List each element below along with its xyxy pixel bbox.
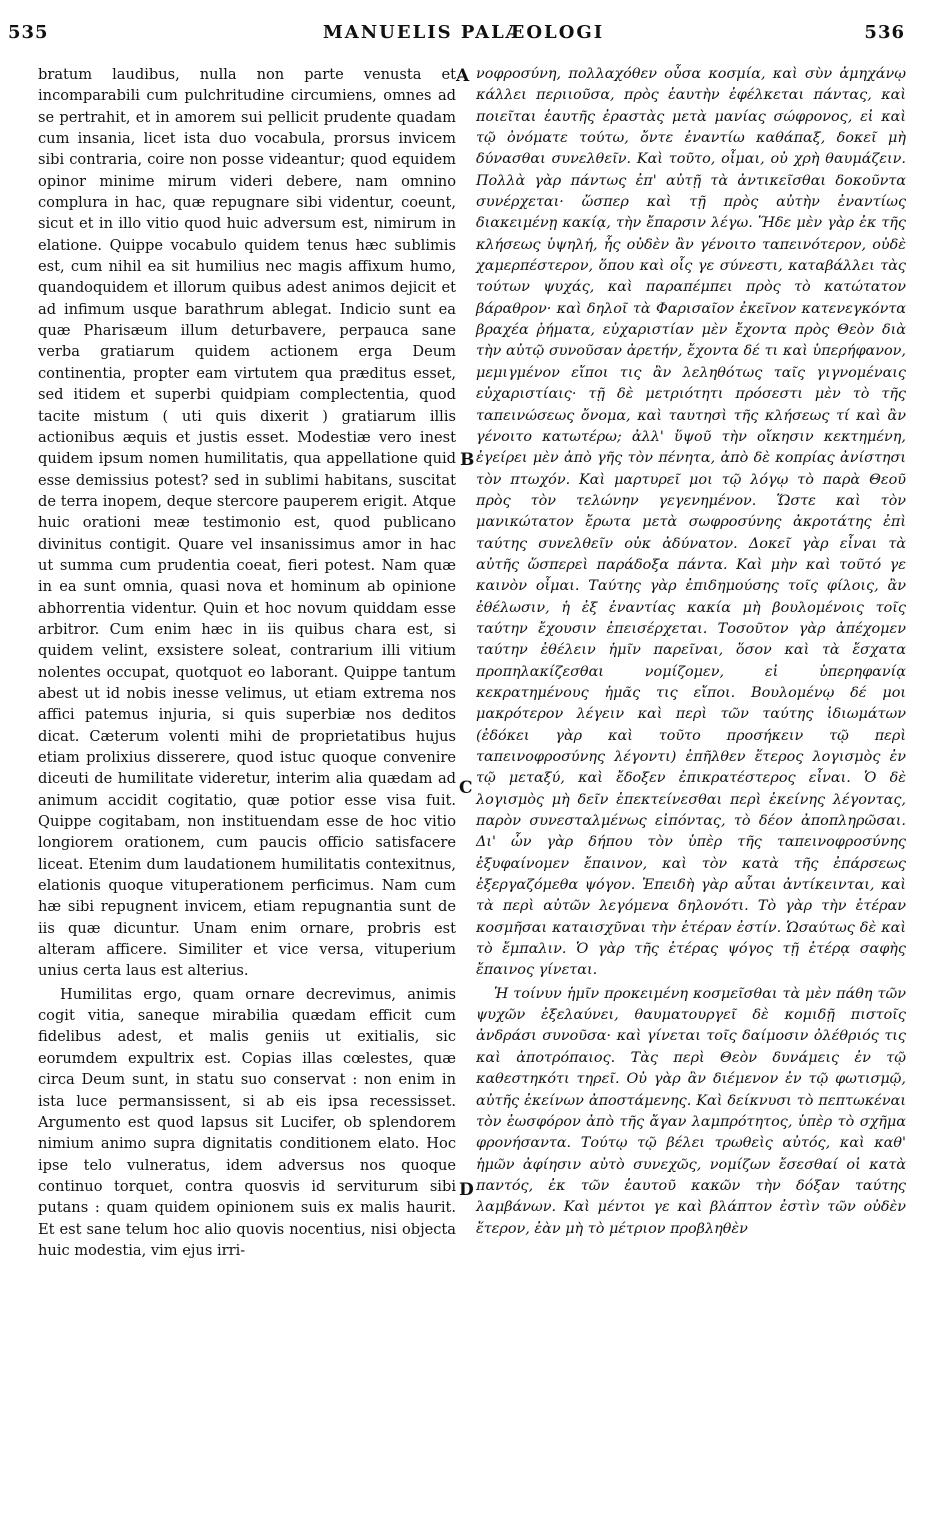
margin-marker-a: A (456, 66, 470, 86)
latin-column (38, 64, 456, 1261)
greek-paragraph: Ἡ τοίνυν ἡμῖν προκειμένη κοσμεῖσθαι τὰ μὲν πάθη τῶν ψυχῶν ἐξελαύνει, θαυματουργεῖ δὲ κομιδῇ πιστοῖς ἀνδράσι συνοῦσα· καὶ γίνεται τοῖς δαίμοσιν ὀλέθριός τις καὶ ἀποτρόπαιος. Τὰς περὶ Θεὸν δυνάμεις ἐν τῷ καθεστηκότι τηρεῖ. Οὐ γὰρ ἂν διέμενον ἐν τῷ φωτισμῷ, αὐτῆς ἐκείνων ἀποστάμενης. Καὶ δείκνυσι τὸ πεπτωκέναι τὸν ἑωσφόρον ἀπὸ τῆς ἄγαν λαμπρότητος, ὑπὲρ τὸ σχῆμα φρονήσαντα. Τούτῳ τῷ βέλει τρωθεὶς αὐτός, καὶ καθ' ἡμῶν ἀφίησιν αὐτὸ συνεχῶς, νομίζων ἔσεσθαί οἱ κατὰ παντός, ἐκ τῶν ἑαυτοῦ κακῶν τὴν δόξαν ταύτης λαμβάνων. Καὶ μέντοι γε καὶ βλάπτον ἐστὶν τῶν οὐδὲν ἕτερον, ἐὰν μὴ τὸ μέτριον προβληθὲν (476, 985, 906, 1237)
margin-marker-b: B (460, 450, 475, 470)
greek-column (476, 64, 906, 1240)
margin-marker-c: C (459, 778, 473, 798)
page-number-right: 536 (864, 22, 905, 43)
running-title: MANUELIS PALÆOLOGI (322, 22, 605, 43)
latin-paragraph: Humilitas ergo, quam ornare decrevimus, animis cogit vitia, saneque mirabilia quædam efficit cum fidelibus adest, et malis geniis ut exitialis, sic eorumdem expultrix est. Copias illas cœlestes, quæ circa Deum sunt, in statu suo conservat : non enim in ista luce permansissent, si ab eis ipsa recessisset. Argumento est quod lapsus sit Lucifer, ob splendorem nimium animo supra dignitatis conditionem elato. Hoc ipse telo vulneratus, idem adversus nos quoque continuo torquet, contra quosvis id serviturum sibi putans : quam quidem opinionem suis ex malis haurit. Et est sane telum hoc alio quovis nocentius, nisi objecta huic modestia, vim ejus irri- (38, 985, 456, 1259)
greek-paragraph: νοφροσύνη, πολλαχόθεν οὖσα κοσμία, καὶ σὺν ἀμηχάνῳ κάλλει περιιοῦσα, πρὸς ἑαυτὴν ἐφέλκεται πάντας, καὶ ποιεῖται ἑαυτῆς ἐραστὰς μετὰ μανίας σώφρονος, εἰ καὶ τῷ ὀνόματε τούτω, ὄντε ἐναντίω καθάπαξ, δοκεῖ μὴ δύνασθαι συνελθεῖν. Καὶ τοῦτο, οἶμαι, οὐ χρὴ θαυμάζειν. Πολλὰ γὰρ πάντως ἐπ' αὐτῇ τὰ ἀντικεῖσθαι δοκοῦντα συνέρχεται· ὥσπερ καὶ τῇ πρὸς αὐτὴν ἐναντίως διακειμένῃ κακίᾳ, τὴν ἔπαρσιν λέγω. Ἥδε μὲν γὰρ ἐκ τῆς κλήσεως ὑψηλή, ἧς οὐδὲν ἂν γένοιτο ταπεινότερον, οὐδὲ χαμερπέστερον, ὅπου καὶ οἷς γε σύνεστι, καταβάλλει τὰς τούτων ψυχάς, καὶ παραπέμπει πρὸς τὸ κατώτατον βάραθρον· καὶ δηλοῖ τὰ Φαρισαῖον ἐκεῖνον κατενεγκόντα βραχέα ῥήματα, εὐχαριστίαν μὲν ἔχοντα πρὸς Θεὸν διὰ τὴν αὐτῷ συνοῦσαν ἀρετήν, ἔχοντα δέ τι καὶ ὑπερήφανον, μεμιγμένον εἴποι τις ἂν λεληθότως ταῖς γιγνομέναις εὐχαριστίαις· τῇ δὲ μετριότητι πρόσεστι μὲν τὸ τῆς ταπεινώσεως ὄνομα, καὶ ταυτησὶ τῆς κλήσεως τί καὶ ἂν γένοιτο κατωτέρω; ἀλλ' ὕψοῦ τὴν οἴκησιν κεκτημένη, ἐγείρει μὲν ἀπὸ γῆς τὸν πένητα, ἀπὸ δὲ κοπρίας ἀνίστησι τὸν πτωχόν. Καὶ μαρτυρεῖ μοι τῷ λόγῳ τὸ παρὰ Θεοῦ πρὸς τὸν τελώνην γεγενημένον. Ὥστε καὶ τὸν μανικώτατον ἔρωτα μετὰ σωφροσύνης ἀκροτάτης ἐπὶ ταύτης συνελθεῖν οὐκ ἀδύνατον. Δοκεῖ γὰρ εἶναι τὰ αὐτῆς ὥσπερεὶ παράδοξα πάντα. Καὶ μὴν καὶ τοῦτό γε καινὸν οἶμαι. Ταύτης γὰρ ἐπιδημούσης τοῖς φίλοις, ἂν ἐθέλωσιν, ἡ ἐξ ἐναντίας κακία μὴ βουλομένοις τοῖς ταύτην ἔχουσιν ἐπεισέρχεται. Τοσοῦτον γὰρ ἀπέχομεν ταύτην ἐθέλειν ἡμῖν παρεῖναι, ὅσον καὶ τὰ ἔσχατα προπηλακίζεσθαι νομίζομεν, εἰ ὑπερηφανίᾳ κεκρατημένους ἡμᾶς τις εἴποι. Βουλομένῳ δέ μοι μακρότερον λέγειν καὶ περὶ τῶν ταύτης ἰδιωμάτων (ἐδόκει γὰρ καὶ τοῦτο προσήκειν τῷ περὶ ταπεινοφροσύνης λέγοντι) ἐπῆλθεν ἕτερος λογισμὸς ἐν τῷ μεταξύ, καὶ ἔδοξεν ἐπικρατέστερος εἶναι. Ὁ δὲ λογισμὸς μὴ δεῖν ἐπεκτείνεσθαι περὶ ἐκείνης λέγοντας, παρὸν συνεσταλμένως εἰπόντας, τὸ δέον ἀποπληρῶσαι. Δι' ὧν γὰρ δήπου τὸν ὑπὲρ τῆς ταπεινοφροσύνης ἐξυφαίνομεν ἔπαινον, καὶ τὸν κατὰ τῆς ἐπάρσεως ἐξεργαζόμεθα ψόγον. Ἐπειδὴ γὰρ αὗται ἀντίκεινται, καὶ τὰ περὶ αὐτῶν λεγόμενα δηλονότι. Τὸ γὰρ τὴν ἑτέραν κοσμῆσαι καταισχῦναι τὴν ἑτέραν ἐστίν. Ὡσαύτως δὲ καὶ τὸ ἔμπαλιν. Ὁ γὰρ τῆς ἑτέρας ψόγος τῇ ἑτέρᾳ σαφὴς ἔπαινος γίνεται. (476, 66, 906, 979)
latin-paragraph: bratum laudibus, nulla non parte venusta et incomparabili cum pulchritudine circumiens, omnes ad se pertrahit, et in amorem sui pellicit prudente quadam cum insania, licet ista duo vocabula, prorsus invicem sibi contraria, coire non posse videantur; quod equidem opinor minime mirum videri debere, nam omnino complura in hac, quæ repugnare sibi videntur, coeunt, sicut et in illo vitio quod huic adversum est, nimirum in elatione. Quippe vocabulo quidem tenus hæc sublimis est, cum nihil ea sit humilius nec magis affixum humo, quandoquidem et illorum quibus adest animos dejicit et ad infimum usque barathrum ablegat. Indicio sunt ea quæ Pharisæum illum deturbavere, perpauca sane verba gratiarum quidem actionem erga Deum continentia, propter eam virtutem qua præditus esset, sed itidem et superbi quidpiam complectentia, quod tacite mistum ( uti quis dixerit ) gratiarum illis actionibus æquis et justis esset. Modestiæ vero inest quidem ipsum nomen humilitatis, qua appellatione quid esse demissius potest? sed in sublimi habitans, suscitat de terra inopem, deque stercore pauperem erigit. Atque huic orationi meæ testimonio est, quod publicano divinitus contigit. Quare vel insanissimus amor in hac ut summa cum prudentia coeat, fieri potest. Nam quæ in ea sunt omnia, quasi nova et hominum ab opinione abhorrentia videntur. Quin et hoc novum quiddam esse arbitror. Cum enim hæc in iis quibus chara est, si quidem velint, exsistere soleat, contrarium illi vitium nolentes occupat, quotquot eo laborant. Quippe tantum abest ut id nobis inesse velimus, ut etiam extrema nos affici patemus injuria, si quis superbiæ nos deditos dicat. Cæterum volenti mihi de proprietatibus hujus etiam prolixius disserere, quod istuc quoque convenire diceuti de humilitate videretur, interim alia quædam ad animum accidit cogitatio, quæ potior esse visa fuit. Quippe cogitabam, non instituendam esse de hoc vitio longiorem orationem, cum paucis officio satisfacere liceat. Etenim dum laudationem humilitatis contexitnus, elationis quoque vituperationem perficimus. Nam cum hæ sibi repugnent invicem, etiam repugnantia sunt de iis quæ dicuntur. Unam enim ornare, probris est alteram afficere. Similiter et vice versa, vituperium unius certa laus est alterius. (38, 66, 456, 980)
page-number-left: 535 (8, 22, 49, 43)
margin-marker-d: D (459, 1180, 474, 1200)
